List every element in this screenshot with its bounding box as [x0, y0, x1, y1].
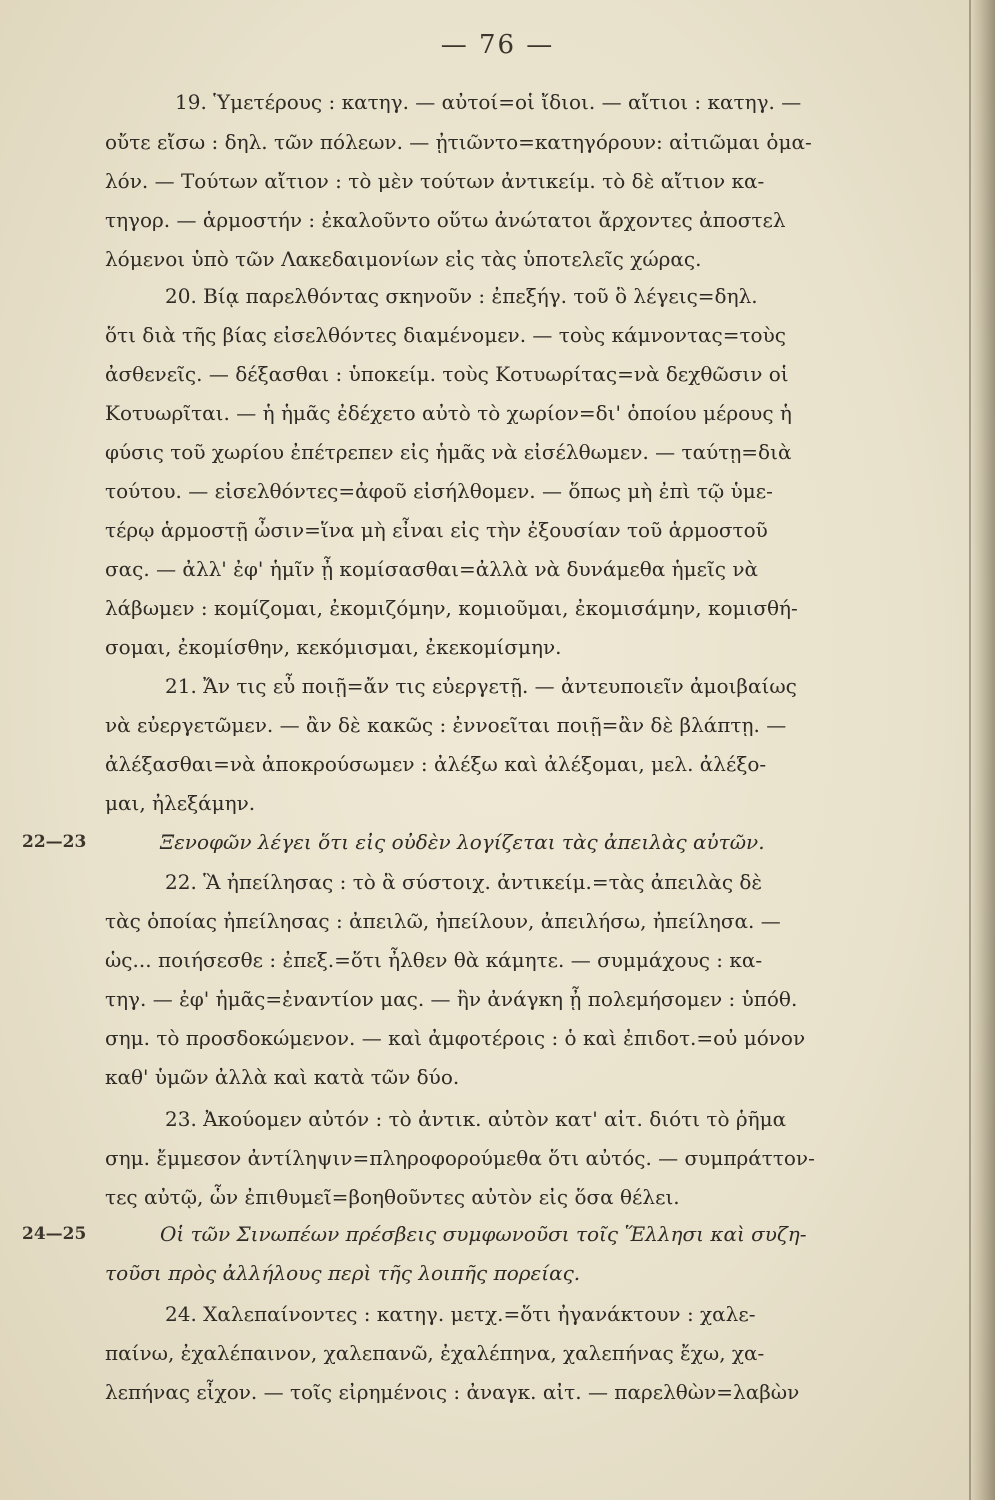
text-line: 23. Ἀκούομεν αὐτόν : τὸ ἀντικ. αὐτὸν κατ' αἰτ. διότι τὸ ῥῆμα: [165, 1107, 787, 1131]
text-line: λόμενοι ὑπὸ τῶν Λακεδαιμονίων εἰς τὰς ὑποτελεῖς χώρας.: [105, 247, 702, 271]
page-number: — 76 —: [440, 30, 555, 60]
text-line: τηγορ. — ἁρμοστήν : ἐκαλοῦντο οὕτω ἀνώτατοι ἄρχοντες ἀποστελ: [105, 208, 786, 232]
text-line: σημ. τὸ προσδοκώμενον. — καὶ ἀμφοτέροις : ὁ καὶ ἐπιδοτ.=οὐ μόνον: [105, 1026, 806, 1050]
text-line: λάβωμεν : κομίζομαι, ἐκομιζόμην, κομιοῦμαι, ἐκομισάμην, κομισθή-: [105, 596, 798, 620]
text-line: τες αὐτῷ, ὧν ἐπιθυμεῖ=βοηθοῦντες αὐτὸν εἰς ὅσα θέλει.: [105, 1185, 680, 1209]
text-line: οὔτε εἴσω : δηλ. τῶν πόλεων. — ᾐτιῶντο=κατηγόρουν: αἰτιῶμαι ὁμα-: [105, 130, 812, 154]
text-line: ἀσθενεῖς. — δέξασθαι : ὑποκείμ. τοὺς Κοτυωρίτας=νὰ δεχθῶσιν οἱ: [105, 362, 789, 386]
text-line: λόν. — Τούτων αἴτιον : τὸ μὲν τούτων ἀντικείμ. τὸ δὲ αἴτιον κα-: [105, 169, 765, 193]
text-line: παίνω, ἐχαλέπαινον, χαλεπανῶ, ἐχαλέπηνα, χαλεπήνας ἔχω, χα-: [105, 1341, 765, 1365]
margin-note: 22—23: [22, 832, 87, 852]
text-line: σας. — ἀλλ' ἐφ' ἡμῖν ᾖ κομίσασθαι=ἀλλὰ νὰ δυνάμεθα ἡμεῖς νὰ: [105, 557, 759, 581]
text-line: φύσις τοῦ χωρίου ἐπέτρεπεν εἰς ἡμᾶς νὰ εἰσέλθωμεν. — ταύτῃ=διὰ: [105, 440, 792, 464]
text-line: Κοτυωρῖται. — ἡ ἡμᾶς ἐδέχετο αὐτὸ τὸ χωρίον=δι' ὁποίου μέρους ἡ: [105, 401, 792, 425]
text-line: μαι, ἠλεξάμην.: [105, 791, 256, 815]
text-line: τηγ. — ἐφ' ἡμᾶς=ἐναντίον μας. — ἢν ἀνάγκη ᾖ πολεμήσομεν : ὑπόθ.: [105, 987, 798, 1011]
margin-note: 24—25: [22, 1224, 87, 1244]
text-line: νὰ εὐεργετῶμεν. — ἂν δὲ κακῶς : ἐννοεῖται ποιῇ=ἂν δὲ βλάπτῃ. —: [105, 713, 787, 737]
text-line: καθ' ὑμῶν ἀλλὰ καὶ κατὰ τῶν δύο.: [105, 1065, 460, 1089]
text-line: τὰς ὁποίας ἠπείλησας : ἀπειλῶ, ἠπείλουν, ἀπειλήσω, ἠπείλησα. —: [105, 909, 781, 933]
text-line: 20. Βίᾳ παρελθόντας σκηνοῦν : ἐπεξήγ. τοῦ ὃ λέγεις=δηλ.: [165, 284, 758, 308]
text-line: ὅτι διὰ τῆς βίας εἰσελθόντες διαμένομεν. — τοὺς κάμνοντας=τοὺς: [105, 323, 786, 347]
section-summary: τοῦσι πρὸς ἀλλήλους περὶ τῆς λοιπῆς πορείας.: [105, 1261, 581, 1285]
text-line: σημ. ἔμμεσον ἀντίληψιν=πληροφορούμεθα ὅτι αὐτός. — συμπράττον-: [105, 1146, 815, 1170]
text-line: σομαι, ἐκομίσθην, κεκόμισμαι, ἐκεκομίσμην.: [105, 635, 562, 659]
text-line: ὡς... ποιήσεσθε : ἐπεξ.=ὅτι ἦλθεν θὰ κάμητε. — συμμάχους : κα-: [105, 948, 763, 972]
text-line: 24. Χαλεπαίνοντες : κατηγ. μετχ.=ὅτι ἠγανάκτουν : χαλε-: [165, 1302, 756, 1326]
page-spine-edge: [969, 0, 971, 1500]
text-line: 21. Ἄν τις εὖ ποιῇ=ἄν τις εὐεργετῇ. — ἀντευποιεῖν ἀμοιβαίως: [165, 674, 797, 698]
section-summary: Οἱ τῶν Σινωπέων πρέσβεις συμφωνοῦσι τοῖς Ἕλλησι καὶ συζη-: [160, 1222, 807, 1246]
page-spine-shadow: [969, 0, 995, 1500]
text-line: ἀλέξασθαι=νὰ ἀποκρούσωμεν : ἀλέξω καὶ ἀλέξομαι, μελ. ἀλέξο-: [105, 752, 767, 776]
text-line: τέρῳ ἁρμοστῇ ὦσιν=ἵνα μὴ εἶναι εἰς τὴν ἐξουσίαν τοῦ ἁρμοστοῦ: [105, 518, 768, 542]
text-line: 22. Ἃ ἠπείλησας : τὸ ἃ σύστοιχ. ἀντικείμ.=τὰς ἀπειλὰς δὲ: [165, 870, 763, 894]
text-line: 19. Ὑμετέρους : κατηγ. — αὐτοί=οἱ ἴδιοι. — αἴτιοι : κατηγ. —: [175, 90, 802, 114]
text-line: λεπήνας εἶχον. — τοῖς εἰρημένοις : ἀναγκ. αἰτ. — παρελθὼν=λαβὼν: [105, 1380, 800, 1404]
text-line: τούτου. — εἰσελθόντες=ἀφοῦ εἰσήλθομεν. — ὅπως μὴ ἐπὶ τῷ ὑμε-: [105, 479, 773, 503]
section-summary: Ξενοφῶν λέγει ὅτι εἰς οὐδὲν λογίζεται τὰς ἀπειλὰς αὐτῶν.: [160, 830, 765, 854]
